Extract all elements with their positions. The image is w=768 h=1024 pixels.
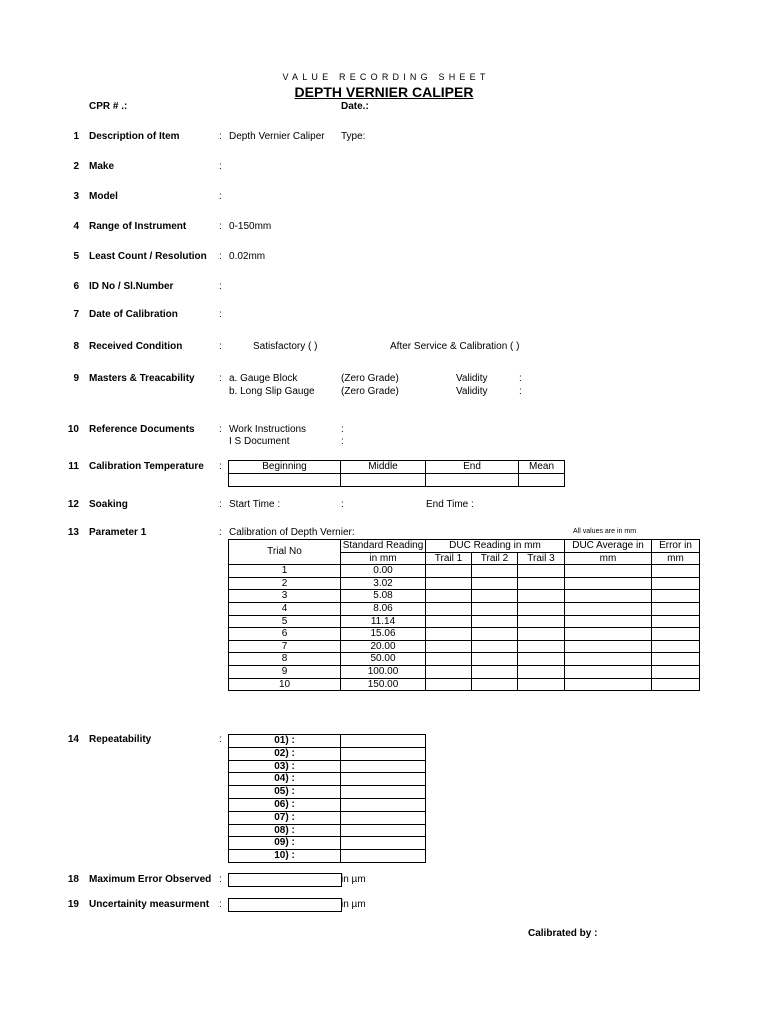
average-cell[interactable] xyxy=(565,590,652,603)
repeat-index: 05) : xyxy=(229,786,341,799)
ref-is-document: I S Document xyxy=(229,436,290,447)
repeat-value-cell[interactable] xyxy=(341,760,426,773)
colon: : xyxy=(219,874,222,885)
temperature-table xyxy=(228,460,565,487)
calibration-table xyxy=(228,539,700,691)
trail-3-cell[interactable] xyxy=(518,590,565,603)
trial-number: 7 xyxy=(229,640,341,653)
colon: : xyxy=(219,191,222,202)
trail-2-cell[interactable] xyxy=(472,678,518,691)
parameter-description: Calibration of Depth Vernier: xyxy=(229,527,355,538)
item-label: Least Count / Resolution xyxy=(89,251,207,262)
table-row xyxy=(229,565,700,578)
trail-1-cell[interactable] xyxy=(426,665,472,678)
item-number: 1 xyxy=(73,131,79,142)
average-cell[interactable] xyxy=(565,615,652,628)
trail-1-cell[interactable] xyxy=(426,577,472,590)
trail-2-cell[interactable] xyxy=(472,590,518,603)
item-label: Parameter 1 xyxy=(89,527,147,538)
header-standard-unit: in mm xyxy=(341,552,426,565)
item-label: Soaking xyxy=(89,499,128,510)
repeat-value-cell[interactable] xyxy=(341,850,426,863)
repeat-index: 01) : xyxy=(229,735,341,748)
error-cell[interactable] xyxy=(652,590,700,603)
trial-number: 8 xyxy=(229,653,341,666)
item-label: Calibration Temperature xyxy=(89,461,204,472)
header-duc-average: DUC Average in xyxy=(565,540,652,553)
item-number: 2 xyxy=(73,161,79,172)
item-number: 6 xyxy=(73,281,79,292)
item-number: 8 xyxy=(73,341,79,352)
colon: : xyxy=(519,386,522,397)
standard-reading: 5.08 xyxy=(341,590,426,603)
item-value: 0-150mm xyxy=(229,221,272,232)
trial-number: 6 xyxy=(229,628,341,641)
trail-1-cell[interactable] xyxy=(426,565,472,578)
max-error-field[interactable] xyxy=(228,873,342,887)
header-trial-no: Trial No xyxy=(229,540,341,565)
trail-3-cell[interactable] xyxy=(518,565,565,578)
temp-header-beginning: Beginning xyxy=(229,461,341,474)
item-label: Range of Instrument xyxy=(89,221,187,232)
colon: : xyxy=(341,436,344,447)
table-row xyxy=(229,747,426,760)
item-label: Make xyxy=(89,161,115,172)
item-number: 10 xyxy=(67,424,79,435)
item-label: Masters & Treacability xyxy=(89,373,195,384)
unit-label: in µm xyxy=(341,899,366,910)
header-trail-3: Trail 3 xyxy=(518,552,565,565)
repeat-index: 09) : xyxy=(229,837,341,850)
trail-3-cell[interactable] xyxy=(518,602,565,615)
item-number: 12 xyxy=(67,499,79,510)
trial-number: 2 xyxy=(229,577,341,590)
item-number: 7 xyxy=(73,309,79,320)
table-row xyxy=(229,577,700,590)
master-gauge-block: a. Gauge Block xyxy=(229,373,298,384)
repeat-value-cell[interactable] xyxy=(341,735,426,748)
uncertainty-field[interactable] xyxy=(228,898,342,912)
standard-reading: 15.06 xyxy=(341,628,426,641)
table-row xyxy=(229,837,426,850)
trail-2-cell[interactable] xyxy=(472,653,518,666)
colon: : xyxy=(219,899,222,910)
table-row xyxy=(229,602,700,615)
item-label: Date of Calibration xyxy=(89,309,178,320)
colon: : xyxy=(219,499,222,510)
sheet-subtitle: VALUE RECORDING SHEET xyxy=(282,72,490,82)
error-cell[interactable] xyxy=(652,577,700,590)
colon: : xyxy=(219,131,222,142)
average-cell[interactable] xyxy=(565,628,652,641)
repeat-value-cell[interactable] xyxy=(341,798,426,811)
calibrated-by-label: Calibrated by : xyxy=(528,928,598,939)
header-error: Error in xyxy=(652,540,700,553)
standard-reading: 100.00 xyxy=(341,665,426,678)
master-long-slip-gauge: b. Long Slip Gauge xyxy=(229,386,315,397)
type-label: Type: xyxy=(341,131,366,142)
temp-cell-beginning[interactable] xyxy=(229,474,341,487)
repeat-value-cell[interactable] xyxy=(341,786,426,799)
end-time-label: End Time : xyxy=(426,499,474,510)
table-row xyxy=(229,786,426,799)
colon: : xyxy=(219,309,222,320)
header-duc-reading: DUC Reading in mm xyxy=(426,540,565,553)
table-row xyxy=(229,811,426,824)
units-note: All values are in mm xyxy=(573,528,637,535)
item-value: Depth Vernier Caliper xyxy=(229,131,325,142)
satisfactory-option: Satisfactory ( ) xyxy=(253,341,318,352)
item-number: 18 xyxy=(67,874,79,885)
repeat-index: 10) : xyxy=(229,850,341,863)
trail-2-cell[interactable] xyxy=(472,615,518,628)
colon: : xyxy=(219,461,222,472)
item-label: Description of Item xyxy=(89,131,180,142)
repeat-index: 08) : xyxy=(229,824,341,837)
temp-header-middle: Middle xyxy=(341,461,426,474)
trail-1-cell[interactable] xyxy=(426,653,472,666)
colon: : xyxy=(219,424,222,435)
trail-3-cell[interactable] xyxy=(518,615,565,628)
average-cell[interactable] xyxy=(565,602,652,615)
colon: : xyxy=(219,281,222,292)
average-cell[interactable] xyxy=(565,665,652,678)
error-cell[interactable] xyxy=(652,665,700,678)
trial-number: 3 xyxy=(229,590,341,603)
trail-2-cell[interactable] xyxy=(472,640,518,653)
trial-number: 5 xyxy=(229,615,341,628)
standard-reading: 11.14 xyxy=(341,615,426,628)
table-row xyxy=(229,678,700,691)
standard-reading: 0.00 xyxy=(341,565,426,578)
trail-1-cell[interactable] xyxy=(426,678,472,691)
average-cell[interactable] xyxy=(565,565,652,578)
colon: : xyxy=(341,499,344,510)
colon: : xyxy=(519,373,522,384)
repeatability-table xyxy=(228,734,426,863)
validity-label: Validity xyxy=(456,373,488,384)
item-number: 13 xyxy=(67,527,79,538)
unit-label: in µm xyxy=(341,874,366,885)
table-row xyxy=(229,773,426,786)
table-row xyxy=(229,665,700,678)
cpr-label: CPR # .: xyxy=(89,101,128,112)
ref-work-instructions: Work Instructions xyxy=(229,424,307,435)
error-cell[interactable] xyxy=(652,628,700,641)
master-grade: (Zero Grade) xyxy=(341,386,399,397)
table-row xyxy=(229,735,426,748)
trail-3-cell[interactable] xyxy=(518,628,565,641)
master-grade: (Zero Grade) xyxy=(341,373,399,384)
error-cell[interactable] xyxy=(652,640,700,653)
header-duc-average-unit: mm xyxy=(565,552,652,565)
trial-number: 9 xyxy=(229,665,341,678)
repeat-value-cell[interactable] xyxy=(341,824,426,837)
start-time-label: Start Time : xyxy=(229,499,281,510)
trail-3-cell[interactable] xyxy=(518,577,565,590)
item-number: 9 xyxy=(73,373,79,384)
temp-header-mean: Mean xyxy=(519,461,565,474)
colon: : xyxy=(219,251,222,262)
item-label: ID No / Sl.Number xyxy=(89,281,174,292)
trail-1-cell[interactable] xyxy=(426,640,472,653)
repeat-value-cell[interactable] xyxy=(341,837,426,850)
item-number: 11 xyxy=(68,461,79,472)
trail-1-cell[interactable] xyxy=(426,590,472,603)
item-label: Repeatability xyxy=(89,734,152,745)
trail-1-cell[interactable] xyxy=(426,615,472,628)
repeat-value-cell[interactable] xyxy=(341,747,426,760)
temp-cell-end[interactable] xyxy=(426,474,519,487)
header-error-unit: mm xyxy=(652,552,700,565)
trail-3-cell[interactable] xyxy=(518,678,565,691)
table-row xyxy=(229,798,426,811)
table-row xyxy=(229,615,700,628)
trial-number: 10 xyxy=(229,678,341,691)
repeat-value-cell[interactable] xyxy=(341,811,426,824)
item-label: Received Condition xyxy=(89,341,183,352)
after-service-option: After Service & Calibration ( ) xyxy=(390,341,520,352)
trial-number: 4 xyxy=(229,602,341,615)
trail-2-cell[interactable] xyxy=(472,565,518,578)
colon: : xyxy=(219,734,222,745)
table-row xyxy=(229,640,700,653)
header-standard-reading: Standard Reading xyxy=(341,540,426,553)
item-number: 19 xyxy=(67,899,79,910)
average-cell[interactable] xyxy=(565,577,652,590)
standard-reading: 150.00 xyxy=(341,678,426,691)
repeat-index: 07) : xyxy=(229,811,341,824)
item-label: Reference Documents xyxy=(89,424,195,435)
trail-1-cell[interactable] xyxy=(426,602,472,615)
header-trail-1: Trail 1 xyxy=(426,552,472,565)
trail-1-cell[interactable] xyxy=(426,628,472,641)
date-label: Date.: xyxy=(341,101,369,112)
repeat-index: 03) : xyxy=(229,760,341,773)
repeat-value-cell[interactable] xyxy=(341,773,426,786)
colon: : xyxy=(219,221,222,232)
table-row xyxy=(229,628,700,641)
item-value: 0.02mm xyxy=(229,251,266,262)
item-number: 4 xyxy=(73,221,79,232)
error-cell[interactable] xyxy=(652,678,700,691)
colon: : xyxy=(219,161,222,172)
colon: : xyxy=(341,424,344,435)
average-cell[interactable] xyxy=(565,640,652,653)
item-label: Uncertainity measurment xyxy=(89,899,210,910)
colon: : xyxy=(219,341,222,352)
header-trail-2: Trail 2 xyxy=(472,552,518,565)
colon: : xyxy=(219,373,222,384)
sheet-title: DEPTH VERNIER CALIPER xyxy=(294,84,474,100)
validity-label: Validity xyxy=(456,386,488,397)
table-row xyxy=(229,824,426,837)
standard-reading: 50.00 xyxy=(341,653,426,666)
colon: : xyxy=(219,527,222,538)
repeat-index: 02) : xyxy=(229,747,341,760)
standard-reading: 20.00 xyxy=(341,640,426,653)
table-row xyxy=(229,653,700,666)
item-number: 3 xyxy=(73,191,79,202)
repeat-index: 04) : xyxy=(229,773,341,786)
trail-3-cell[interactable] xyxy=(518,653,565,666)
error-cell[interactable] xyxy=(652,653,700,666)
trail-2-cell[interactable] xyxy=(472,602,518,615)
error-cell[interactable] xyxy=(652,602,700,615)
table-row xyxy=(229,850,426,863)
trail-2-cell[interactable] xyxy=(472,665,518,678)
temp-cell-middle[interactable] xyxy=(341,474,426,487)
trail-3-cell[interactable] xyxy=(518,665,565,678)
trial-number: 1 xyxy=(229,565,341,578)
item-number: 5 xyxy=(73,251,79,262)
item-number: 14 xyxy=(67,734,79,745)
error-cell[interactable] xyxy=(652,615,700,628)
trail-2-cell[interactable] xyxy=(472,577,518,590)
temp-cell-mean[interactable] xyxy=(519,474,565,487)
error-cell[interactable] xyxy=(652,565,700,578)
table-row xyxy=(229,760,426,773)
item-label: Model xyxy=(89,191,118,202)
item-label: Maximum Error Observed xyxy=(89,874,212,885)
average-cell[interactable] xyxy=(565,678,652,691)
trail-3-cell[interactable] xyxy=(518,640,565,653)
standard-reading: 8.06 xyxy=(341,602,426,615)
trail-2-cell[interactable] xyxy=(472,628,518,641)
repeat-index: 06) : xyxy=(229,798,341,811)
average-cell[interactable] xyxy=(565,653,652,666)
temp-header-end: End xyxy=(426,461,519,474)
standard-reading: 3.02 xyxy=(341,577,426,590)
table-row xyxy=(229,590,700,603)
